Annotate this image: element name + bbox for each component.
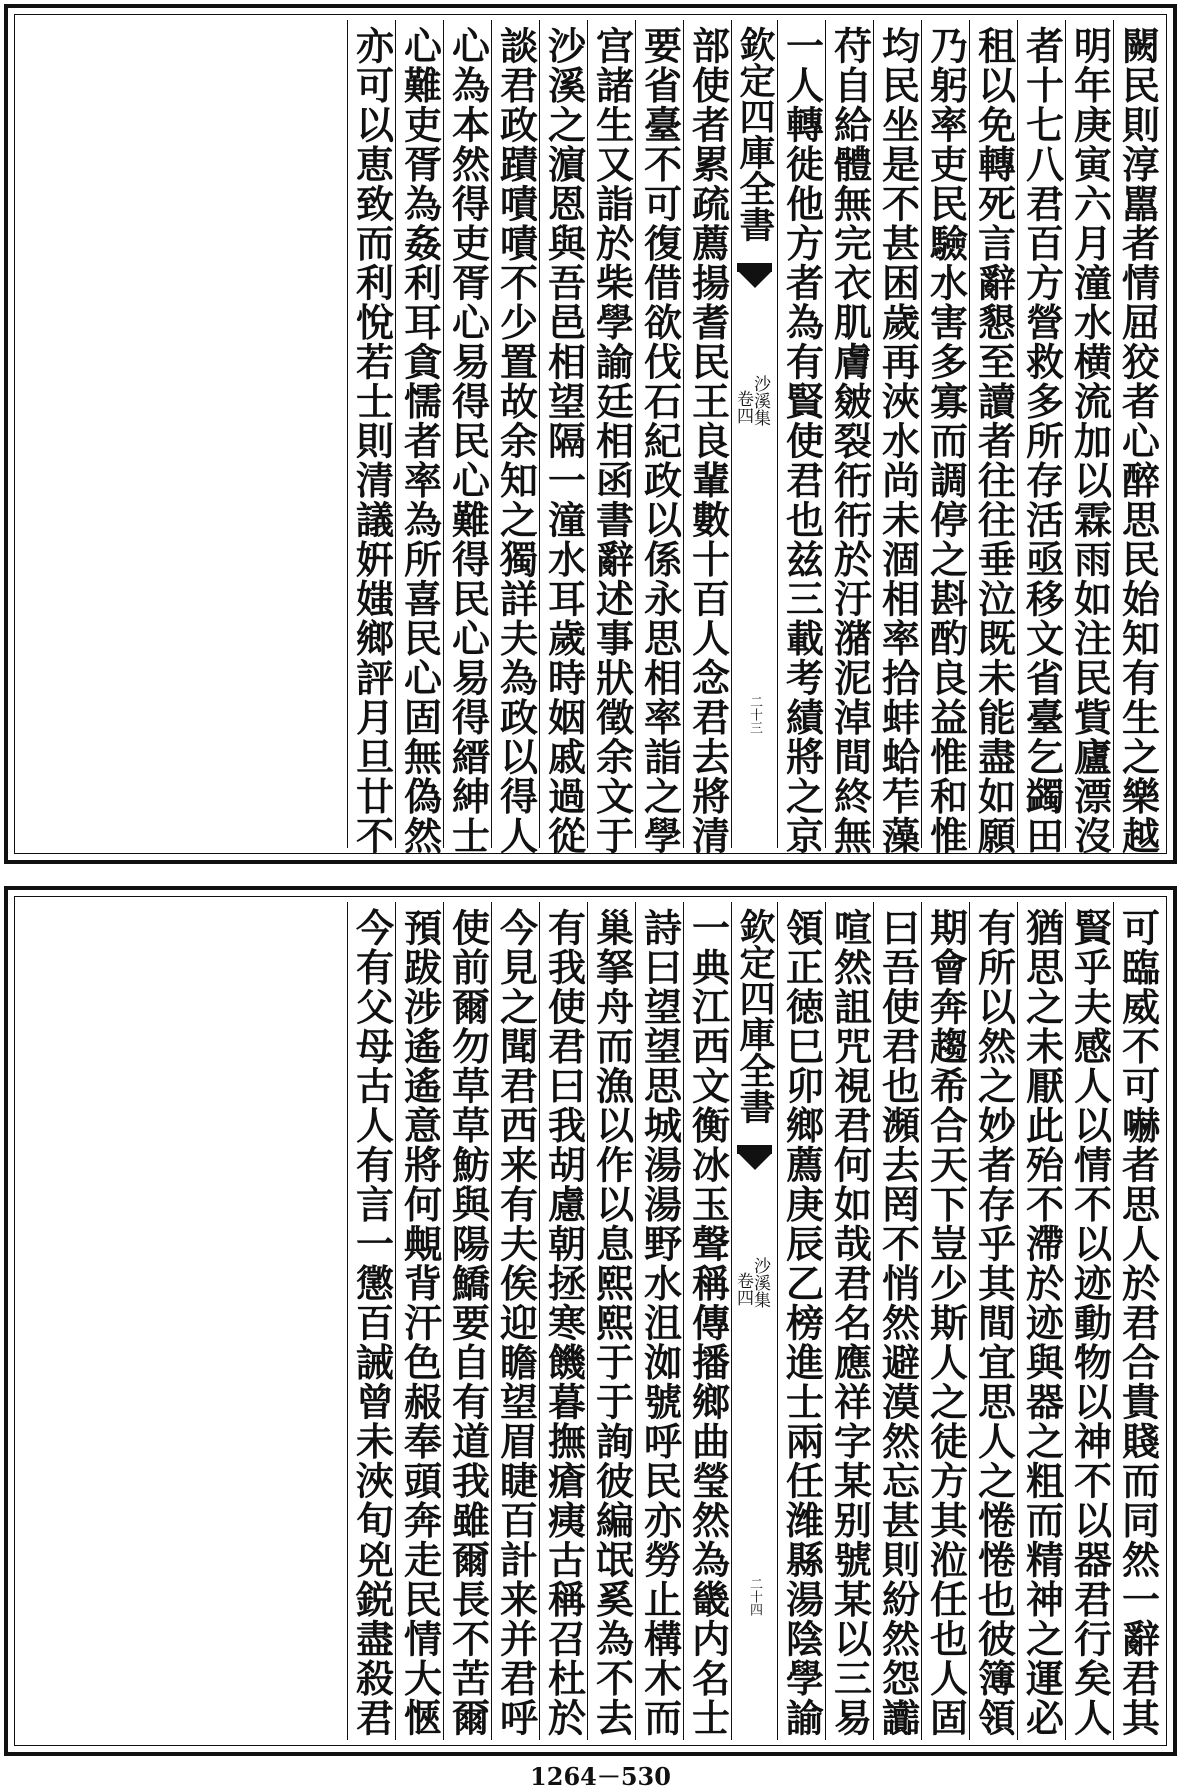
column-text: 租以免轉死言辭懇至讀者往往垂泣既未能盡如願 bbox=[971, 26, 1017, 856]
column-text: 猶思之未厭此殆不滯於迹與器之粗而精神之運必 bbox=[1019, 908, 1065, 1738]
text-column bbox=[777, 902, 825, 1740]
column-text: 有所以然之妙者存乎其間宜思人之惓惓也彼簿領 bbox=[971, 908, 1017, 1738]
column-text: 心難吏胥為姦利耳貪懦者率為所喜民心固無偽然 bbox=[397, 26, 443, 856]
column-text: 使前爾勿草草魴與陽鱎要自有道我雖爾長不苦爾 bbox=[445, 908, 491, 1738]
book-title: 沙溪集 bbox=[750, 1257, 770, 1308]
column-text: 闕民則淳嚚者情屈狡者心醉思民始知有生之樂越 bbox=[1115, 26, 1161, 856]
library-title: 欽定四庫全書 bbox=[734, 908, 776, 1124]
text-column bbox=[1017, 20, 1065, 856]
fish-tail-mark bbox=[737, 1145, 772, 1175]
text-column bbox=[873, 902, 921, 1740]
text-column bbox=[491, 902, 539, 1740]
text-column bbox=[635, 902, 683, 1740]
text-column bbox=[683, 20, 731, 856]
column-text: 一人轉徙他方者為有賢使君也兹三載考績將之京 bbox=[779, 26, 825, 856]
fish-tail-mark bbox=[737, 263, 772, 293]
text-column bbox=[1065, 20, 1113, 856]
column-text: 喧然詛咒視君何如哉君名應祥字某别號某以三易 bbox=[827, 908, 873, 1738]
text-column bbox=[395, 20, 443, 856]
column-text: 亦可以恵致而利悅若士則清議姸媸鄉評月旦廿不 bbox=[349, 26, 395, 856]
text-column bbox=[683, 902, 731, 1740]
text-columns bbox=[20, 20, 1161, 856]
page-top bbox=[4, 4, 1177, 864]
column-text: 賢乎夫感人以情不以迹動物以神不以器君行矣人 bbox=[1067, 908, 1113, 1738]
text-column bbox=[1113, 902, 1161, 1740]
text-column bbox=[873, 20, 921, 856]
column-text: 乃躬率吏民驗水害多寡而調停之斟酌良益惟和惟 bbox=[923, 26, 969, 856]
column-text: 者十七八君百方營救多所存活亟移文省臺乞蠲田 bbox=[1019, 26, 1065, 856]
text-columns bbox=[20, 902, 1161, 1740]
page-bottom bbox=[4, 886, 1177, 1756]
center-fold bbox=[731, 902, 777, 1740]
column-text: 可臨威不可嚇者思人於君合貴賤而同然一辭君其 bbox=[1115, 908, 1161, 1738]
column-text: 領正徳巳卯鄉薦庚辰乙榜進士兩任潍縣湯陰學諭 bbox=[779, 908, 825, 1738]
column-text: 談君政蹟嘖嘖不少置故余知之獨詳夫為政以得人 bbox=[493, 26, 539, 856]
text-column bbox=[443, 20, 491, 856]
text-column bbox=[825, 902, 873, 1740]
text-column bbox=[539, 902, 587, 1740]
book-title: 沙溪集 bbox=[750, 375, 770, 426]
text-column bbox=[395, 902, 443, 1740]
text-column bbox=[635, 20, 683, 856]
text-column bbox=[1065, 902, 1113, 1740]
text-column bbox=[969, 902, 1017, 1740]
text-column bbox=[969, 20, 1017, 856]
text-column bbox=[587, 20, 635, 856]
text-column bbox=[921, 902, 969, 1740]
text-column bbox=[539, 20, 587, 856]
column-text: 預跋涉遙遙意將何覥背汗色赧奉頭奔走民情大愜 bbox=[397, 908, 443, 1738]
text-column bbox=[825, 20, 873, 856]
text-column bbox=[443, 902, 491, 1740]
column-text: 期會奔趨希合天下豈少斯人之徒方其涖任也人固 bbox=[923, 908, 969, 1738]
folio-number: 二十三 bbox=[747, 695, 762, 734]
text-column bbox=[491, 20, 539, 856]
text-column bbox=[1113, 20, 1161, 856]
column-text: 今有父母古人有言一懲百誡曾未浹旬兇鋭盡殺君 bbox=[349, 908, 395, 1738]
column-text: 均民坐是不甚困歲再浹水尚未涸相率拾蚌蛤苲藻 bbox=[875, 26, 921, 856]
folio-number: 二十四 bbox=[747, 1577, 762, 1616]
text-column bbox=[1017, 902, 1065, 1740]
juan-label: 卷四 bbox=[733, 1272, 753, 1306]
column-text: 有我使君曰我胡慮朝拯寒饑暮撫瘡痍古稱召杜於 bbox=[541, 908, 587, 1738]
column-text: 苻自給體無完衣肌膚皴裂衎衎於汙潴泥淖間終無 bbox=[827, 26, 873, 856]
column-text: 詩曰望望思城湯湯野水沮洳號呼民亦勞止構木而 bbox=[637, 908, 683, 1738]
column-text: 心為本然得吏胥心易得民心難得民心易得縉紳士 bbox=[445, 26, 491, 856]
page-number: 1264－530 bbox=[530, 1762, 671, 1791]
juan-label: 卷四 bbox=[733, 390, 753, 424]
column-text: 要省臺不可復借欲伐石紀政以係永思相率詣之學 bbox=[637, 26, 683, 856]
library-title: 欽定四庫全書 bbox=[734, 26, 776, 242]
text-column bbox=[347, 20, 395, 856]
text-column bbox=[921, 20, 969, 856]
column-text: 一典江西文衡冰玉聲稱傳播鄉曲瑩然為畿内名士 bbox=[685, 908, 731, 1738]
text-column bbox=[347, 902, 395, 1740]
column-text: 今見之聞君西来有夫俟迎瞻望眉睫百計来并君呼 bbox=[493, 908, 539, 1738]
column-text: 沙溪之濵恩與吾邑相望隔一潼水耳歲時姻戚過從 bbox=[541, 26, 587, 856]
column-text: 曰吾使君也瀕去罔不悄然避漠然忘甚則紛然怨讟 bbox=[875, 908, 921, 1738]
text-column bbox=[777, 20, 825, 856]
column-text: 部使者累疏薦揚耆民王良輩數十百人念君去將清 bbox=[685, 26, 731, 856]
text-column bbox=[587, 902, 635, 1740]
column-text: 明年庚寅六月潼水横流加以霖雨如注民貲廬漂沒 bbox=[1067, 26, 1113, 856]
center-fold bbox=[731, 20, 777, 848]
column-text: 巢拏舟而漁以作以息熙熙于于詢彼編氓奚為不去 bbox=[589, 908, 635, 1738]
column-text: 宫諸生又詣於柴學諭廷相函書辭述事狀徵余文于 bbox=[589, 26, 635, 856]
